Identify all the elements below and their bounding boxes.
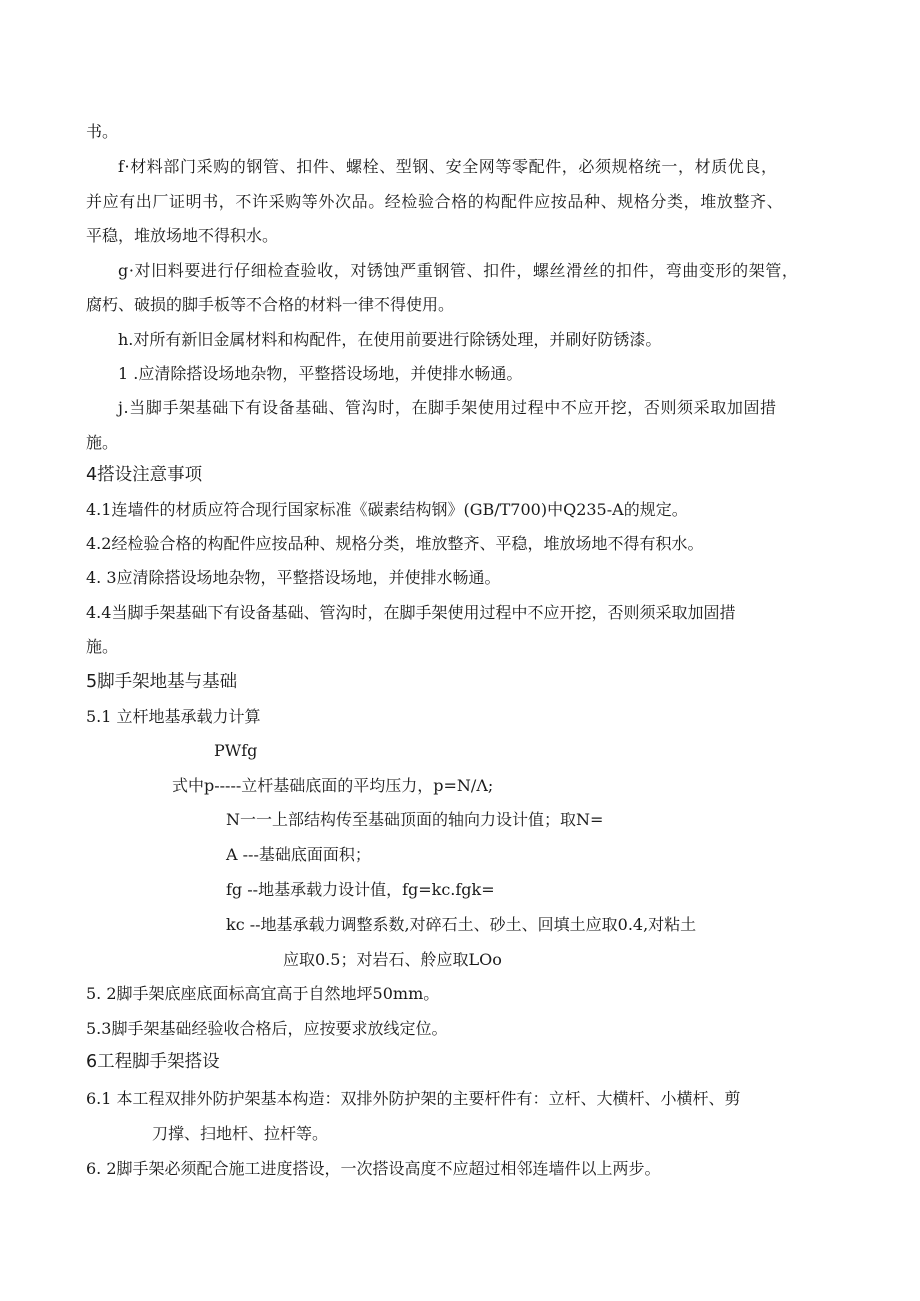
text-line: h.对所有新旧金属材料和构配件，在使用前要进行除锈处理，并刷好防锈漆。 xyxy=(118,330,662,349)
text-line: 刀撑、扫地杆、拉杆等。 xyxy=(152,1124,329,1143)
section-heading: 5脚手架地基与基础 xyxy=(86,672,238,692)
text-line: fg --地基承载力设计值，fg=kc.fgk= xyxy=(226,880,495,899)
text-line: 书。 xyxy=(86,122,119,141)
text-line: 5.1 立杆地基承载力计算 xyxy=(86,707,261,726)
text-line: g·对旧料要进行仔细检查验收，对锈蚀严重钢管、扣件，螺丝滑丝的扣件，弯曲变形的架管， xyxy=(118,261,799,280)
text-line: 施。 xyxy=(86,433,119,452)
text-line: 1 .应清除搭设场地杂物，平整搭设场地，并使排水畅通。 xyxy=(118,364,523,383)
text-line: 4.4当脚手架基础下有设备基础、管沟时，在脚手架使用过程中不应开挖，否则须采取加固措 xyxy=(86,603,736,622)
section-heading: 6工程脚手架搭设 xyxy=(86,1052,220,1072)
text-line: 并应有出厂证明书，不许采购等外次品。经检验合格的构配件应按品种、规格分类，堆放整齐、 xyxy=(86,192,784,211)
text-line: 6.1 本工程双排外防护架基本构造：双排外防护架的主要杆件有：立杆、大横杆、小横杆、剪 xyxy=(86,1089,741,1108)
text-line: 6. 2脚手架必须配合施工进度搭设，一次搭设高度不应超过相邻连墙件以上两步。 xyxy=(86,1159,661,1178)
formula: PWfg xyxy=(214,741,258,760)
text-line: A ---基础底面面积； xyxy=(226,845,371,864)
section-heading: 4搭设注意事项 xyxy=(86,465,203,485)
text-line: 腐朽、破损的脚手板等不合格的材料一律不得使用。 xyxy=(86,295,455,314)
text-line: 平稳，堆放场地不得积水。 xyxy=(86,226,279,245)
text-line: 4. 3应清除搭设场地杂物，平整搭设场地，并使排水畅通。 xyxy=(86,568,501,587)
text-line: kc --地基承载力调整系数,对碎石土、砂土、回填土应取0.4,对粘土 xyxy=(226,915,697,934)
text-line: 4.1连墙件的材质应符合现行国家标准《碳素结构钢》(GB/T700)中Q235-A的规定。 xyxy=(86,500,688,519)
text-line: j.当脚手架基础下有设备基础、管沟时，在脚手架使用过程中不应开挖，否则须采取加固措 xyxy=(118,398,777,417)
text-line: 应取0.5；对岩石、舲应取LOo xyxy=(283,950,502,969)
text-line: 式中p-----立杆基础底面的平均压力，p=N/Λ; xyxy=(172,776,494,795)
text-line: N一一上部结构传至基础顶面的轴向力设计值；取N= xyxy=(226,810,604,829)
text-line: 施。 xyxy=(86,637,119,656)
text-line: 5.3脚手架基础经验收合格后，应按要求放线定位。 xyxy=(86,1019,448,1038)
text-line: 5. 2脚手架底座底面标高宜高于自然地坪50mm。 xyxy=(86,984,440,1003)
text-line: f·材料部门采购的钢管、扣件、螺栓、型钢、安全网等零配件，必须规格统一，材质优良， xyxy=(118,157,778,176)
text-line: 4.2经检验合格的构配件应按品种、规格分类，堆放整齐、平稳，堆放场地不得有积水。 xyxy=(86,534,704,553)
